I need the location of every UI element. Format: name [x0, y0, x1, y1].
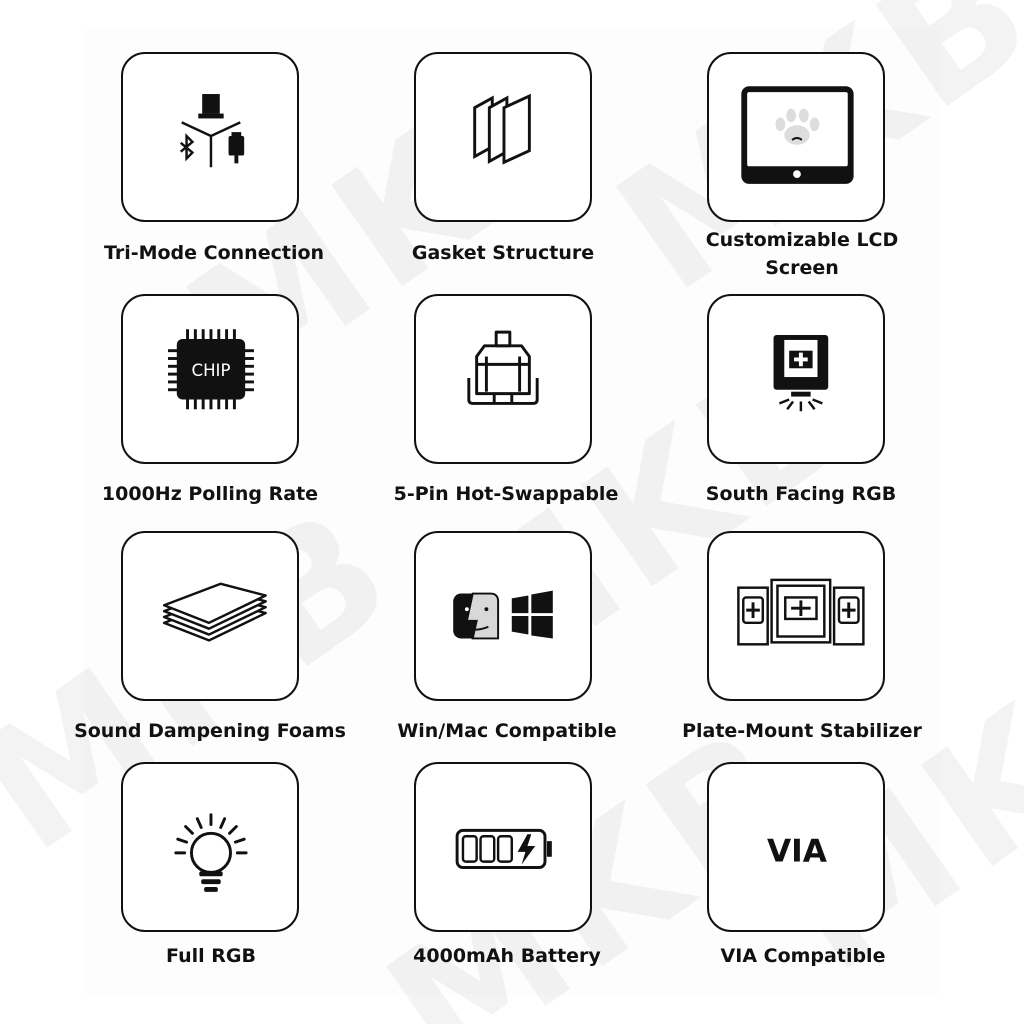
- feature-card-win-mac: [414, 531, 592, 701]
- feature-label: 1000Hz Polling Rate: [101, 483, 319, 505]
- feature-card-south-rgb: [707, 294, 885, 464]
- gasket-layers-icon: [416, 54, 590, 220]
- via-icon: [709, 764, 883, 930]
- feature-card-hot-swap: [414, 294, 592, 464]
- feature-card-gasket: [414, 52, 592, 222]
- feature-card-foams: [121, 531, 299, 701]
- feature-label: Full RGB: [166, 945, 256, 967]
- feature-card-lcd: [707, 52, 885, 222]
- feature-card-polling: [121, 294, 299, 464]
- tri-mode-connection-icon: [123, 54, 297, 220]
- feature-card-battery: [414, 762, 592, 932]
- feature-card-via: [707, 762, 885, 932]
- feature-card-tri-mode: [121, 52, 299, 222]
- feature-label: Plate-Mount Stabilizer: [682, 720, 922, 742]
- feature-label: 4000mAh Battery: [413, 945, 601, 967]
- feature-label: Gasket Structure: [411, 242, 595, 264]
- stabilizer-icon: [709, 533, 883, 699]
- feature-label: Sound Dampening Foams: [74, 720, 346, 742]
- feature-label: South Facing RGB: [705, 483, 897, 505]
- feature-label: Customizable LCD Screen: [705, 229, 899, 279]
- feature-card-full-rgb: [121, 762, 299, 932]
- chip-icon: [123, 296, 297, 462]
- chip-text: CHIP: [191, 361, 231, 381]
- foam-stack-icon: [123, 533, 297, 699]
- battery-icon: [416, 764, 590, 930]
- via-text: VIA: [766, 833, 827, 870]
- feature-label: VIA Compatible: [720, 945, 886, 967]
- feature-label: Tri-Mode Connection: [103, 242, 325, 264]
- feature-card-stabilizer: [707, 531, 885, 701]
- lcd-screen-icon: [709, 54, 883, 220]
- feature-label: Win/Mac Compatible: [397, 720, 617, 742]
- feature-label: 5-Pin Hot-Swappable: [393, 483, 619, 505]
- south-facing-rgb-icon: [709, 296, 883, 462]
- mac-windows-icon: [416, 533, 590, 699]
- light-bulb-icon: [123, 764, 297, 930]
- hot-swap-switch-icon: [416, 296, 590, 462]
